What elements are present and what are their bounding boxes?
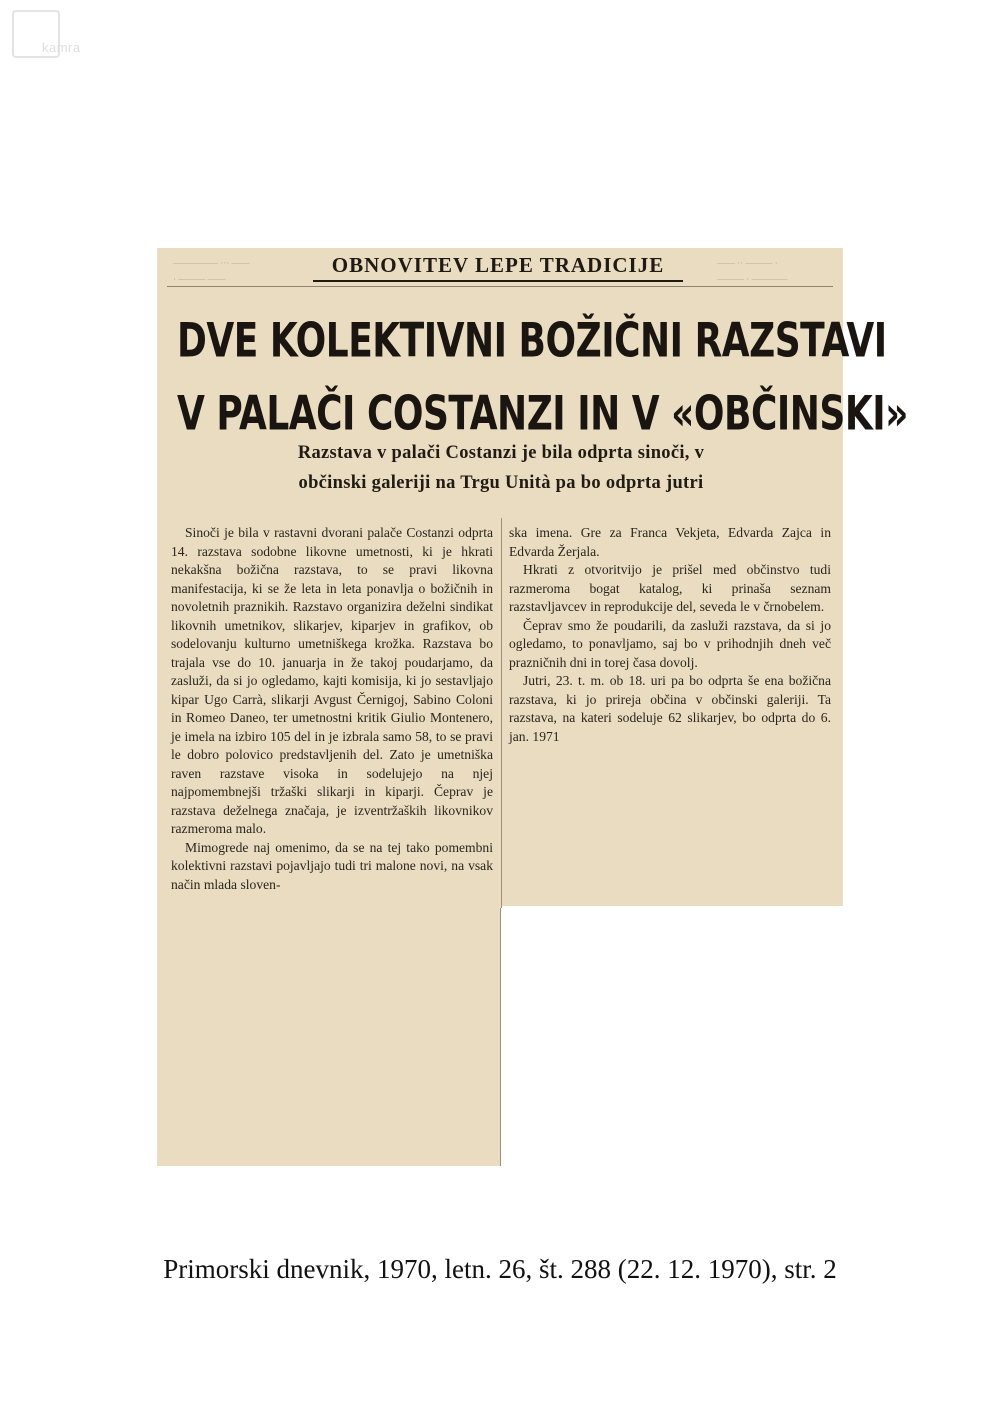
paragraph: Hkrati z otvoritvijo je prišel med občinstvo tudi razmeroma bogat katalog, ki prinaša seznam razstavljavcev in reprodukcije del, seveda le v črnobelem. <box>509 562 831 614</box>
article-column-right <box>509 524 831 746</box>
column-divider <box>501 518 502 908</box>
newspaper-clipping <box>157 248 908 1166</box>
source-caption: Primorski dnevnik, 1970, letn. 26, št. 288 (22. 12. 1970), str. 2 <box>163 1254 837 1284</box>
article-subheadline <box>201 438 801 498</box>
kicker-divider <box>167 286 833 287</box>
bleed-through-mark: ————— ··· —— <box>173 258 250 268</box>
article-headline <box>177 306 908 452</box>
subhead-line-1: Razstava v palači Costanzi je bila odprta sinoči, v <box>297 443 705 463</box>
article-column-left <box>171 524 493 894</box>
logo-text: kamra <box>42 40 81 55</box>
kamra-logo <box>12 10 112 58</box>
paragraph: Mimogrede naj omenimo, da se na tej tako pomembni kolektivni razstavi pojavljajo tudi tri malone novi, na vsak način mlada sloven- <box>171 839 493 892</box>
paragraph: Čeprav smo že poudarili, da zasluži razstava, da si jo ogledamo, to ponavljamo, saj bo v prihodnjih dneh več prazničnih dni in torej časa dovolj. <box>509 617 831 670</box>
paragraph: Jutri, 23. t. m. ob 18. uri pa bo odprta še ena božična razstava, ki jo prireja občina v občinski galeriji. Ta razstava, na kateri sodeluje 62 slikarjev, bo odprta do 6. jan. 1971 <box>509 673 831 744</box>
paragraph: ska imena. Gre za Franca Vekjeta, Edvarda Zajca in Edvarda Žerjala. <box>509 525 831 559</box>
bleed-through-mark: —— ·· ——— · <box>717 258 778 268</box>
subhead-line-2: občinski galeriji na Trgu Unità pa bo odprta jutri <box>298 473 704 493</box>
clipping-paper-lower <box>157 906 501 1166</box>
headline-line-1: DVE KOLEKTIVNI BOŽIČNI RAZSTAVI <box>177 315 887 369</box>
bleed-through-mark: · ——— —— <box>173 274 226 284</box>
headline-line-2: V PALAČI COSTANZI IN V «OBČINSKI» <box>177 387 908 442</box>
column-divider-lower <box>500 908 501 1166</box>
bleed-through-mark: ——— · ———— <box>717 274 788 284</box>
article-kicker: OBNOVITEV LEPE TRADICIJE <box>313 253 683 282</box>
paragraph: Sinoči je bila v rastavni dvorani palače Costanzi odprta 14. razstava sodobne likovne umetnosti, ki je hkrati nekakšna božična razstava, to se pravi likovna manifestacija, ki se že leta in leta ponavlja o božičnih in novoletnih praznikih. Razstavo organizira deželni sindikat likovnih umetnikov, slikarjev, kiparjev in grafikov, ob sodelovanju kulturno umetniškega krožka. Razstava bo trajala vse do 10. januarja in že takoj poudarjamo, da zasluži, da si jo ogledamo, kajti komisija, ki jo sestavljajo kipar Ugo Carrà, slikarji Avgust Černigoj, Sabino Coloni in Romeo Daneo, ter umetnostni kritik Giulio Montenero, je imela na izbiro 105 del in je izbrala samo 58, to se pravi le dobro polovico predstavljenih del. Zato je umetniška raven razstave visoka in sodelujejo na njej najpomembnejši tržaški slikarji in kiparji. Čeprav je razstava deželnega značaja, je izventržaških likovnikov razmeroma malo. <box>171 525 493 836</box>
